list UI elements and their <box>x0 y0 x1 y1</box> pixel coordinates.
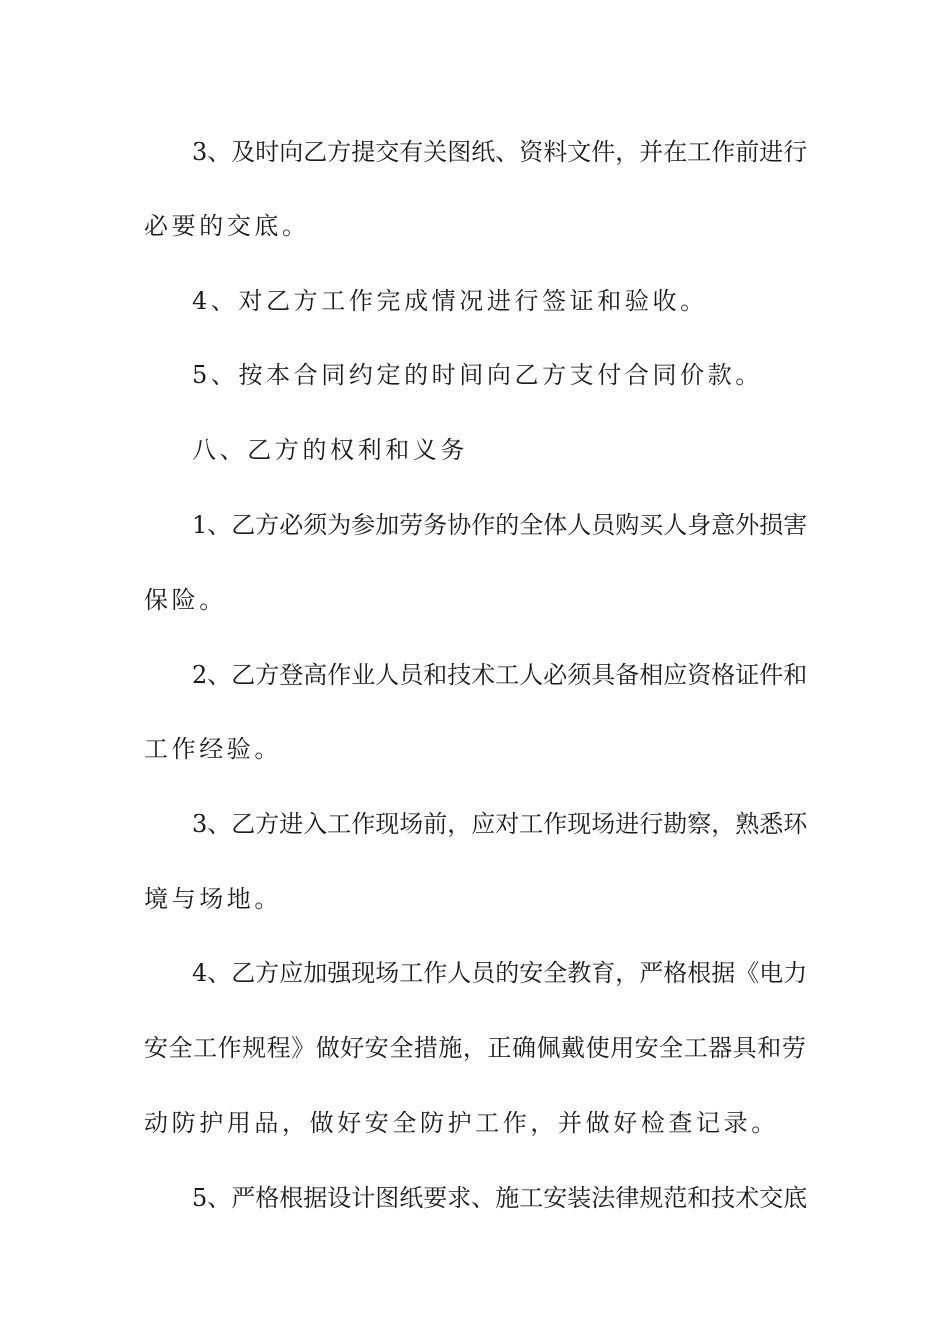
glyph: 电 <box>759 959 784 987</box>
glyph: 安 <box>364 1034 389 1062</box>
glyph: 行 <box>783 138 808 166</box>
glyph: ， <box>447 810 472 838</box>
glyph: 方 <box>255 810 280 838</box>
glyph: 措 <box>413 1034 438 1062</box>
glyph: 入 <box>303 810 328 838</box>
glyph: 身 <box>687 511 712 539</box>
glyph: 确 <box>511 1034 536 1062</box>
glyph: 、 <box>207 511 232 539</box>
paragraph-line <box>192 510 806 540</box>
glyph: 用 <box>610 1034 635 1062</box>
glyph: 现 <box>351 959 376 987</box>
glyph: 强 <box>327 959 352 987</box>
glyph: 根 <box>279 1184 304 1212</box>
glyph: 术 <box>471 661 496 689</box>
glyph: 参 <box>351 511 376 539</box>
glyph: 教 <box>567 959 592 987</box>
glyph: 作 <box>351 810 376 838</box>
glyph: 及 <box>231 138 256 166</box>
glyph: 方 <box>255 511 280 539</box>
glyph: 工 <box>519 1184 544 1212</box>
paragraph-line <box>192 809 806 839</box>
glyph: 作 <box>327 661 352 689</box>
glyph: 严 <box>639 959 664 987</box>
glyph: 5 <box>192 1184 208 1212</box>
glyph: 程 <box>266 1034 291 1062</box>
glyph: 方 <box>255 661 280 689</box>
glyph: 人 <box>375 661 400 689</box>
glyph: 2 <box>192 661 208 689</box>
glyph: 工 <box>519 810 544 838</box>
glyph: 人 <box>663 511 688 539</box>
glyph: 相 <box>639 661 664 689</box>
glyph: 向 <box>279 138 304 166</box>
glyph: 必 <box>279 511 304 539</box>
glyph: 底 <box>783 1184 808 1212</box>
glyph: 方 <box>327 138 352 166</box>
glyph: 并 <box>639 138 664 166</box>
glyph: 工 <box>193 1034 218 1062</box>
glyph: ， <box>711 810 736 838</box>
glyph: 律 <box>615 1184 640 1212</box>
glyph: 环 <box>783 810 808 838</box>
glyph: 乙 <box>231 810 256 838</box>
glyph: 《 <box>735 959 760 987</box>
glyph: 技 <box>447 661 472 689</box>
glyph: 察 <box>687 810 712 838</box>
glyph: 施 <box>495 1184 520 1212</box>
glyph: 正 <box>487 1034 512 1062</box>
glyph: 对 <box>495 810 520 838</box>
glyph: 必 <box>543 661 568 689</box>
glyph: 现 <box>375 810 400 838</box>
glyph: 场 <box>399 810 424 838</box>
glyph: 好 <box>340 1034 365 1062</box>
glyph: 人 <box>519 661 544 689</box>
glyph: 作 <box>711 138 736 166</box>
glyph: 乙 <box>303 138 328 166</box>
glyph: 加 <box>375 511 400 539</box>
glyph: 乙 <box>231 661 256 689</box>
glyph: 作 <box>217 1034 242 1062</box>
glyph: 意 <box>711 511 736 539</box>
glyph: 料 <box>543 138 568 166</box>
glyph: 纸 <box>399 1184 424 1212</box>
glyph: 行 <box>639 810 664 838</box>
paragraph-line: 动防护用品，做好安全防护工作，并做好检查记录。 <box>144 1109 779 1137</box>
glyph: 提 <box>351 138 376 166</box>
glyph: 做 <box>315 1034 340 1062</box>
glyph: 进 <box>615 810 640 838</box>
paragraph-line: 5、按本合同约定的时间向乙方支付合同价款。 <box>192 361 763 389</box>
glyph: 设 <box>327 1184 352 1212</box>
glyph: 时 <box>255 138 280 166</box>
glyph: 件 <box>591 138 616 166</box>
glyph: 、 <box>207 1184 232 1212</box>
paragraph-line: 境与场地。 <box>144 885 282 913</box>
glyph: 育 <box>591 959 616 987</box>
glyph: 进 <box>279 810 304 838</box>
glyph: 格 <box>711 661 736 689</box>
glyph: 进 <box>759 138 784 166</box>
glyph: 在 <box>663 138 688 166</box>
glyph: 须 <box>567 661 592 689</box>
glyph: 根 <box>687 959 712 987</box>
glyph: ， <box>615 959 640 987</box>
glyph: 全 <box>389 1034 414 1062</box>
glyph: 和 <box>423 661 448 689</box>
glyph: 全 <box>519 511 544 539</box>
glyph: 方 <box>255 959 280 987</box>
glyph: 和 <box>757 1034 782 1062</box>
glyph: 范 <box>663 1184 688 1212</box>
glyph: 格 <box>255 1184 280 1212</box>
glyph: 应 <box>279 959 304 987</box>
glyph: 技 <box>711 1184 736 1212</box>
glyph: 场 <box>591 810 616 838</box>
glyph: 、 <box>495 138 520 166</box>
glyph: 和 <box>687 1184 712 1212</box>
glyph: 文 <box>567 138 592 166</box>
glyph: 规 <box>242 1034 267 1062</box>
glyph: 害 <box>783 511 808 539</box>
paragraph-line <box>144 1033 806 1063</box>
glyph: 术 <box>735 1184 760 1212</box>
glyph: 、 <box>207 810 232 838</box>
glyph: 备 <box>615 661 640 689</box>
paragraph-line: 工作经验。 <box>144 735 282 763</box>
glyph: 工 <box>495 661 520 689</box>
glyph: 具 <box>591 661 616 689</box>
glyph: 务 <box>423 511 448 539</box>
glyph: 外 <box>735 511 760 539</box>
glyph: 证 <box>735 661 760 689</box>
glyph: 图 <box>447 138 472 166</box>
glyph: 人 <box>447 959 472 987</box>
glyph: 前 <box>735 138 760 166</box>
glyph: 、 <box>207 959 232 987</box>
glyph: 施 <box>438 1034 463 1062</box>
glyph: 乙 <box>231 511 256 539</box>
glyph: 协 <box>447 511 472 539</box>
glyph: 纸 <box>471 138 496 166</box>
glyph: 3 <box>192 138 208 166</box>
glyph: 为 <box>327 511 352 539</box>
glyph: 件 <box>759 661 784 689</box>
glyph: 、 <box>207 138 232 166</box>
glyph: 勘 <box>663 810 688 838</box>
glyph: 和 <box>783 661 808 689</box>
glyph: 法 <box>591 1184 616 1212</box>
glyph: 、 <box>471 1184 496 1212</box>
glyph: 登 <box>279 661 304 689</box>
paragraph-line <box>192 137 806 167</box>
glyph: 损 <box>759 511 784 539</box>
glyph: 熟 <box>735 810 760 838</box>
glyph: 全 <box>659 1034 684 1062</box>
glyph: 器 <box>708 1034 733 1062</box>
glyph: 现 <box>567 810 592 838</box>
glyph: 交 <box>375 138 400 166</box>
glyph: 》 <box>291 1034 316 1062</box>
glyph: 全 <box>543 959 568 987</box>
glyph: 高 <box>303 661 328 689</box>
glyph: 资 <box>519 138 544 166</box>
glyph: 全 <box>168 1034 193 1062</box>
glyph: 应 <box>663 661 688 689</box>
glyph: 员 <box>399 661 424 689</box>
glyph: 业 <box>351 661 376 689</box>
glyph: 前 <box>423 810 448 838</box>
glyph: 员 <box>471 959 496 987</box>
paragraph-line <box>192 958 806 988</box>
paragraph-line: 保险。 <box>144 586 227 614</box>
glyph: 安 <box>634 1034 659 1062</box>
glyph: 工 <box>687 138 712 166</box>
glyph: 资 <box>687 661 712 689</box>
glyph: 交 <box>759 1184 784 1212</box>
paragraph-line <box>192 1183 806 1213</box>
glyph: ， <box>462 1034 487 1062</box>
glyph: 作 <box>543 810 568 838</box>
glyph: 具 <box>732 1034 757 1062</box>
glyph: 1 <box>192 511 208 539</box>
glyph: 的 <box>495 511 520 539</box>
glyph: 关 <box>423 138 448 166</box>
glyph: 据 <box>711 959 736 987</box>
glyph: 体 <box>543 511 568 539</box>
glyph: 应 <box>471 810 496 838</box>
glyph: 3 <box>192 810 208 838</box>
glyph: 工 <box>399 959 424 987</box>
glyph: 作 <box>471 511 496 539</box>
glyph: 悉 <box>759 810 784 838</box>
glyph: 严 <box>231 1184 256 1212</box>
glyph: 员 <box>591 511 616 539</box>
glyph: ， <box>615 138 640 166</box>
glyph: 购 <box>615 511 640 539</box>
paragraph-line: 4、对乙方工作完成情况进行签证和验收。 <box>192 287 708 315</box>
glyph: 4 <box>192 959 208 987</box>
paragraph-line <box>192 660 806 690</box>
glyph: 使 <box>585 1034 610 1062</box>
glyph: 买 <box>639 511 664 539</box>
glyph: 图 <box>375 1184 400 1212</box>
glyph: 安 <box>543 1184 568 1212</box>
glyph: 劳 <box>781 1034 806 1062</box>
glyph: 求 <box>447 1184 472 1212</box>
glyph: 安 <box>519 959 544 987</box>
glyph: 格 <box>663 959 688 987</box>
glyph: 的 <box>495 959 520 987</box>
glyph: 工 <box>327 810 352 838</box>
glyph: 作 <box>423 959 448 987</box>
glyph: 、 <box>207 661 232 689</box>
glyph: 工 <box>683 1034 708 1062</box>
glyph: 安 <box>144 1034 168 1062</box>
glyph: 据 <box>303 1184 328 1212</box>
glyph: 乙 <box>231 959 256 987</box>
glyph: 须 <box>303 511 328 539</box>
glyph: 加 <box>303 959 328 987</box>
glyph: 有 <box>399 138 424 166</box>
glyph: 劳 <box>399 511 424 539</box>
glyph: 计 <box>351 1184 376 1212</box>
glyph: 场 <box>375 959 400 987</box>
section-heading: 八、乙方的权利和义务 <box>192 436 468 464</box>
paragraph-line: 必要的交底。 <box>144 212 310 240</box>
glyph: 规 <box>639 1184 664 1212</box>
glyph: 要 <box>423 1184 448 1212</box>
glyph: 戴 <box>561 1034 586 1062</box>
glyph: 佩 <box>536 1034 561 1062</box>
glyph: 装 <box>567 1184 592 1212</box>
glyph: 力 <box>783 959 808 987</box>
glyph: 人 <box>567 511 592 539</box>
